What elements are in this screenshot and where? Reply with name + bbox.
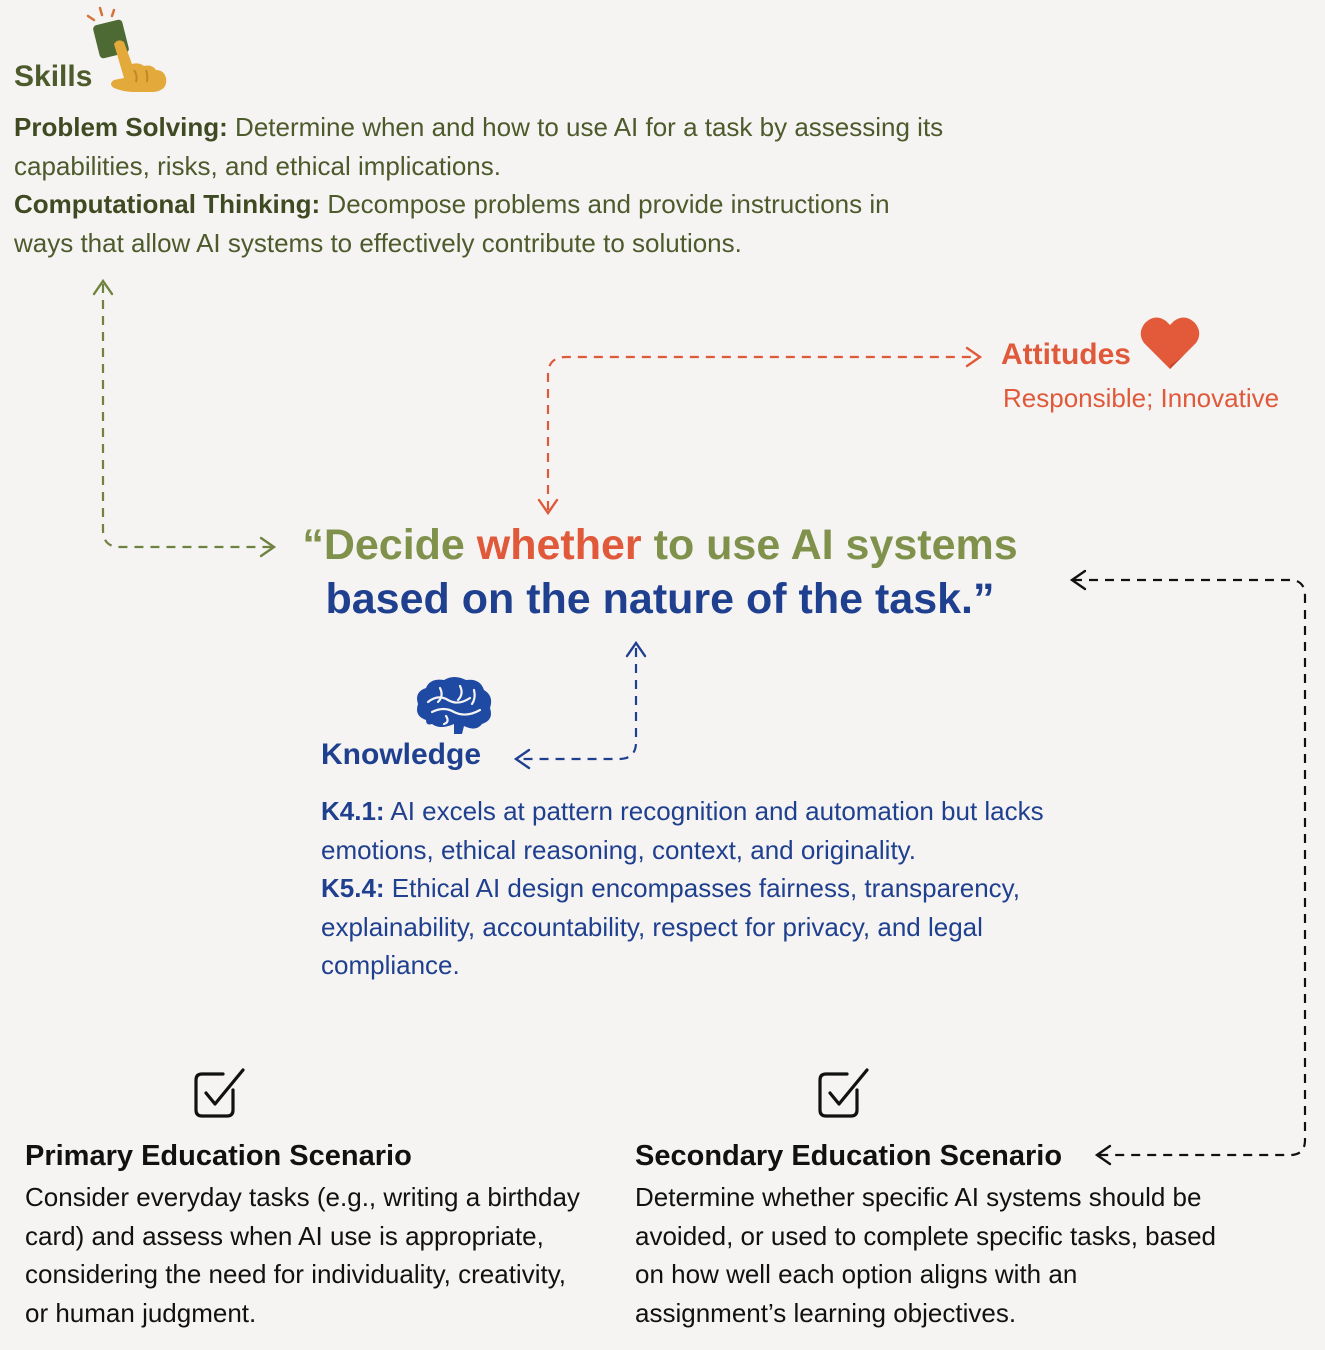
attitudes-connector	[548, 357, 978, 510]
checkbox-icon	[193, 1066, 247, 1120]
skill-text: Decompose problems and provide instructions in ways that allow AI systems to effectively contribute to solutions.	[14, 189, 890, 258]
knowledge-arrowheads	[516, 643, 645, 768]
knowledge-code: K4.1:	[321, 796, 385, 826]
knowledge-title: Knowledge	[321, 738, 482, 771]
checkbox-icon	[817, 1066, 871, 1120]
knowledge-description	[321, 792, 1111, 985]
secondary-scenario-text: Determine whether specific AI systems should be avoided, or used to complete specific tasks, based on how well each option aligns with an assignment’s learning objectives.	[635, 1182, 1216, 1328]
primary-scenario-title: Primary Education Scenario	[25, 1140, 412, 1172]
knowledge-text: AI excels at pattern recognition and automation but lacks emotions, ethical reasoning, context, and originality.	[321, 796, 1044, 865]
skills-connector	[103, 284, 272, 547]
skill-term: Problem Solving:	[14, 112, 228, 142]
knowledge-item	[321, 792, 1111, 869]
knowledge-text: Ethical AI design encompasses fairness, transparency, explainability, accountability, respect for privacy, and legal compliance.	[321, 873, 1020, 980]
attitudes-description: Responsible; Innovative	[1003, 383, 1280, 413]
skills-arrowheads	[94, 281, 274, 556]
knowledge-item	[321, 869, 1111, 985]
attitudes-title: Attitudes	[1001, 338, 1131, 371]
attitudes-arrowheads	[539, 348, 980, 513]
quote-highlight: whether	[476, 521, 642, 569]
quote-line-2: based on the nature of the task.”	[325, 575, 995, 623]
primary-scenario-text: Consider everyday tasks (e.g., writing a birthday card) and assess when AI use is appropriate, considering the need for individuality, creativity, or human judgment.	[25, 1182, 580, 1328]
central-quote	[240, 518, 1080, 626]
secondary-scenario-title: Secondary Education Scenario	[635, 1140, 1063, 1172]
skill-item	[14, 185, 954, 262]
skill-term: Computational Thinking:	[14, 189, 321, 219]
brain-icon	[414, 676, 494, 736]
knowledge-code: K5.4:	[321, 873, 385, 903]
skill-item	[14, 108, 954, 185]
skills-title: Skills	[14, 60, 93, 93]
quote-line-1	[240, 518, 1080, 572]
heart-icon	[1139, 315, 1201, 371]
skills-description	[14, 108, 954, 262]
skill-text: Determine when and how to use AI for a task by assessing its capabilities, risks, and ethical implications.	[14, 112, 944, 181]
knowledge-connector	[518, 648, 636, 759]
pointing-hand-icon	[84, 6, 174, 98]
quote-part: to use AI systems	[641, 521, 1018, 569]
quote-part: “Decide	[302, 521, 477, 569]
